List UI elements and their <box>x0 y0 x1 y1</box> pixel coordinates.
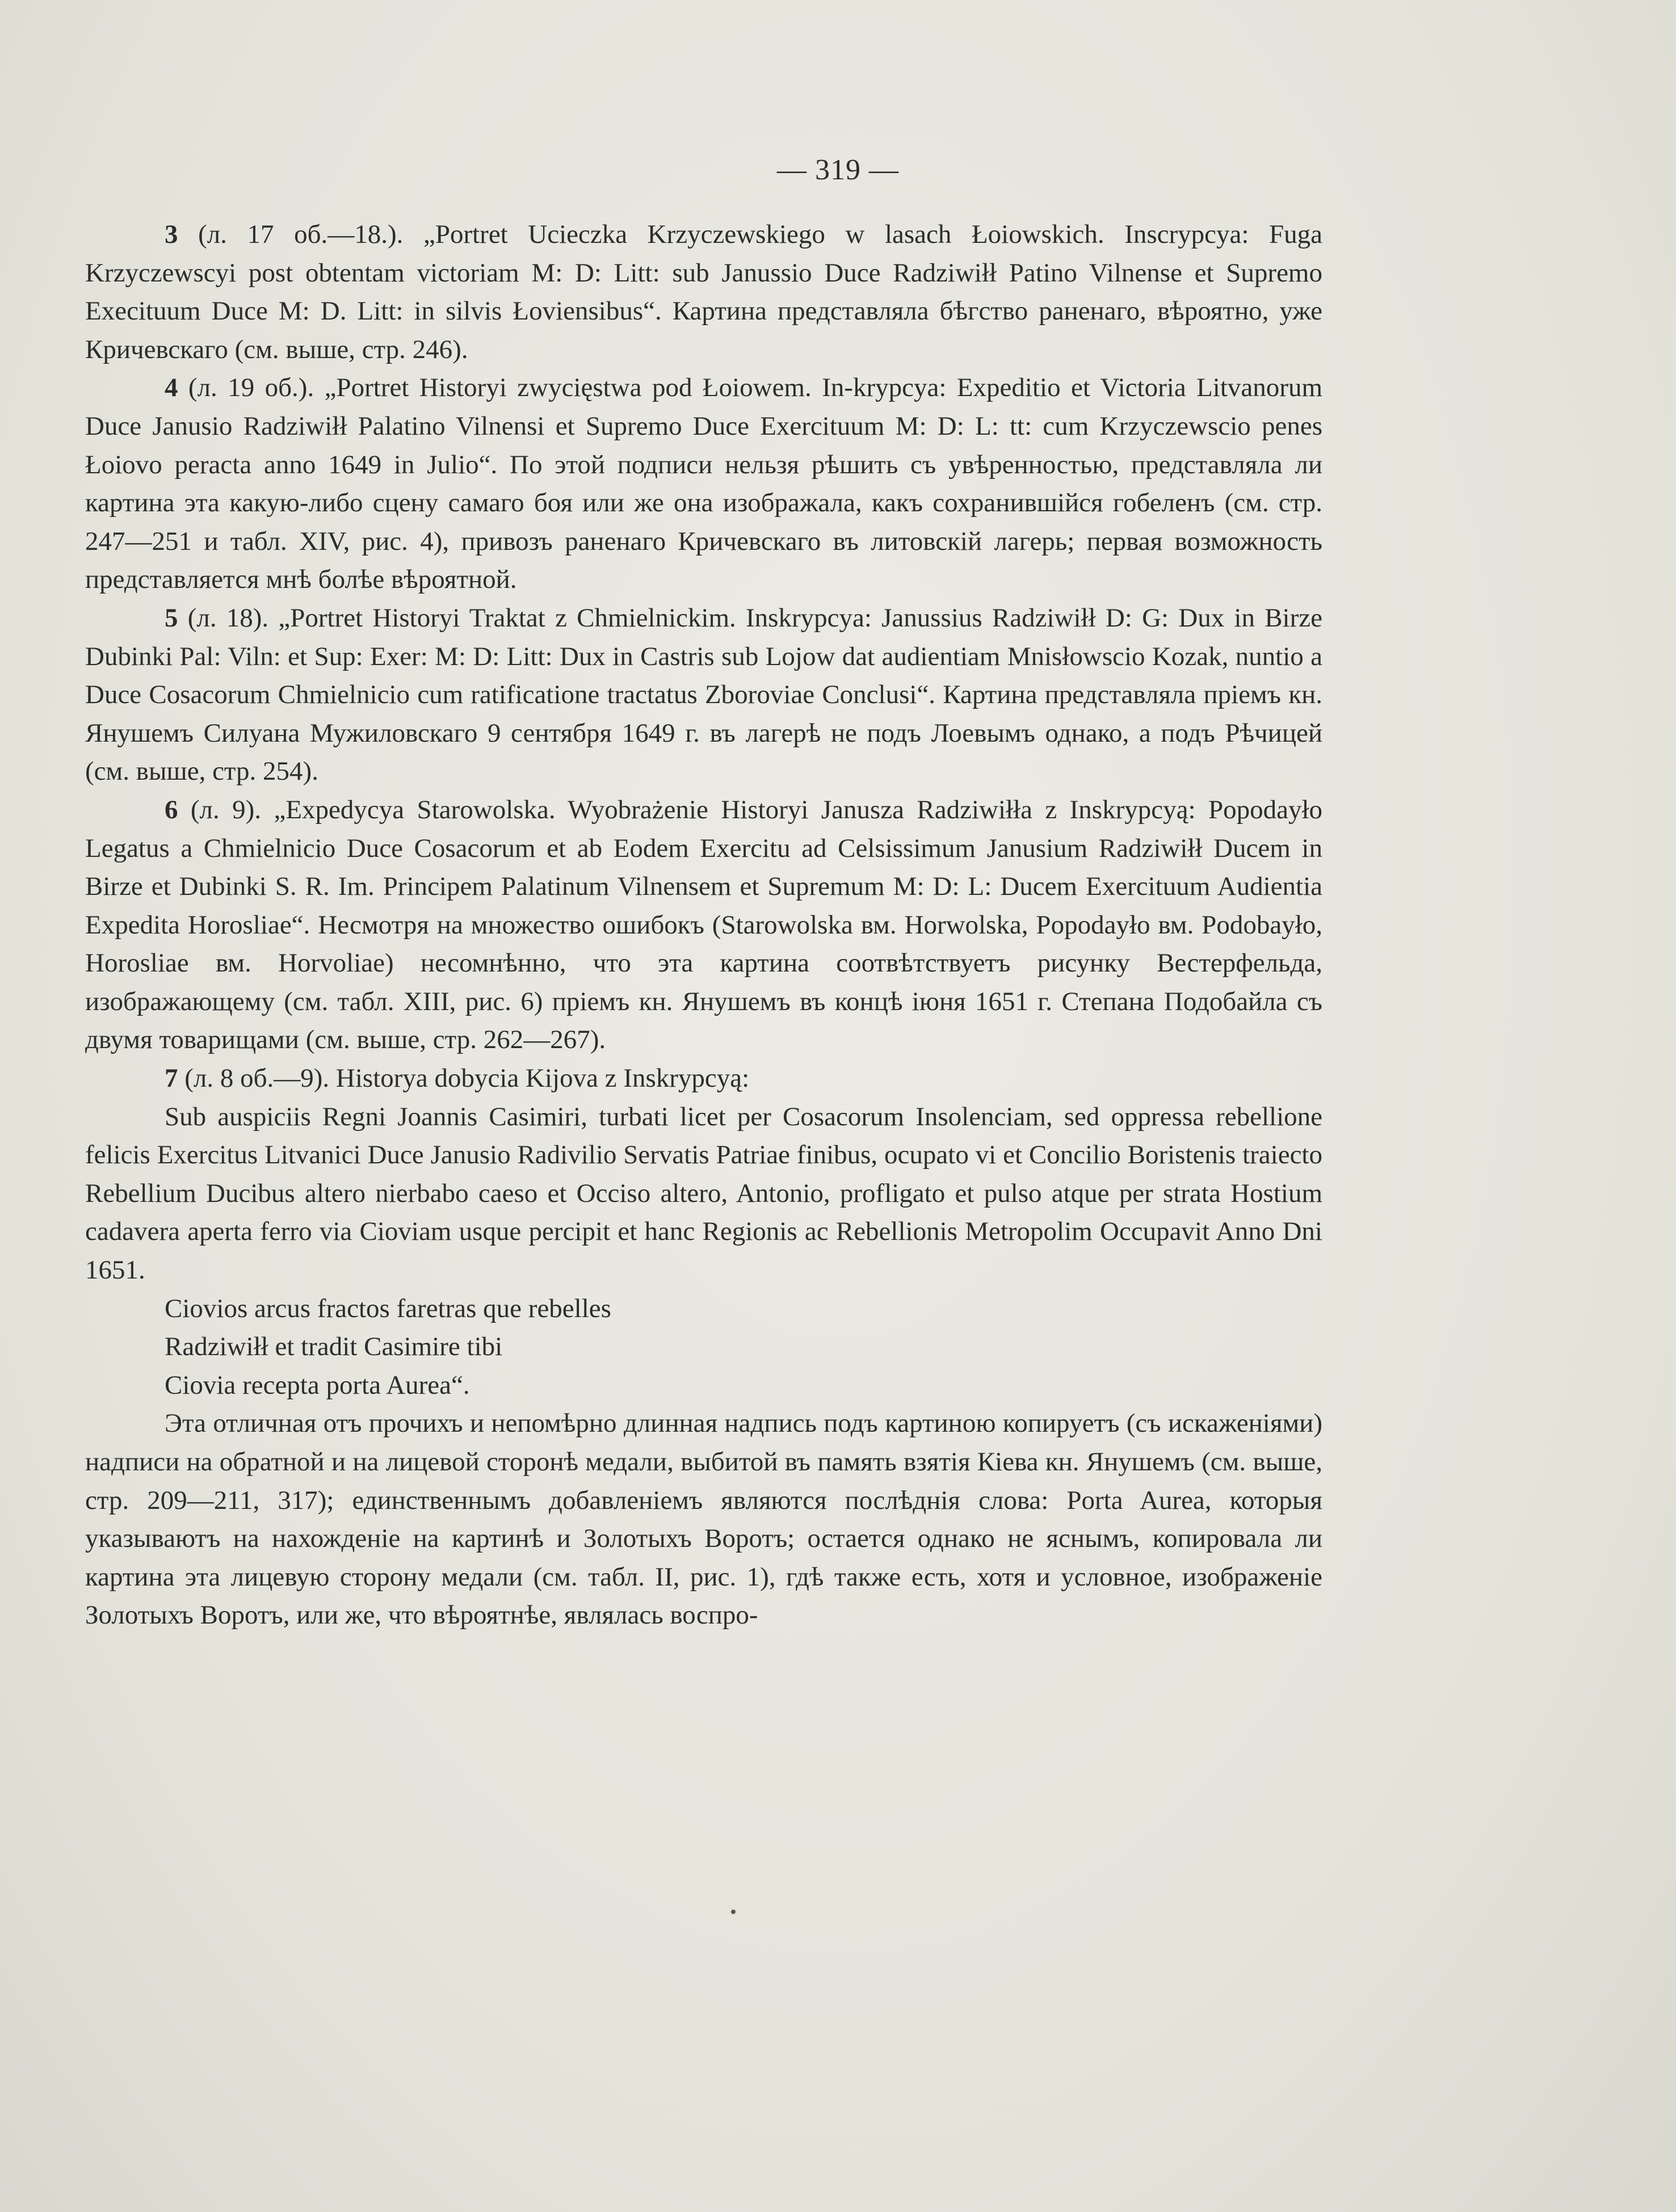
closing-paragraph: Эта отличная отъ прочихъ и непомѣрно длинная надпись подъ картиною копируетъ (съ искаженіями) надписи на обратной и на лицевой сторонѣ медали, выбитой въ память взятія Кіева кн. Янушемъ (см. выше, стр. 209—211, 317); единственнымъ добавленіемъ являются послѣднія слова: Porta Aurea, которыя указываютъ на нахожденіе на картинѣ и Золотыхъ Воротъ; остается однако не яснымъ, копировала ли картина эта лицевую сторону медали (см. табл. II, рис. 1), гдѣ также есть, хотя и условное, изображеніе Золотыхъ Воротъ, или же, что вѣроятнѣе, являлась воспро- <box>85 1408 1322 1630</box>
entry-6 <box>85 791 1322 1059</box>
body-text <box>85 216 1322 1635</box>
entry-number: 5 <box>165 603 178 633</box>
entry-number: 6 <box>165 794 178 825</box>
entry-text: (л. 17 об.—18.). „Portret Ucieczka Krzyczewskiego w lasach Łoiowskich. Inscrypcya: Fuga Krzyczewscyi post obtentam victoriam M: D: Litt: sub Janussio Duce Radziwiłł Patino Vilnense et Supremo Execituum Duce M: D. Litt: in silvis Łoviensibus“. Картина представляла бѣгство раненаго, вѣроятно, уже Кричевскаго (см. выше, стр. 246). <box>85 220 1322 364</box>
entry-7 <box>85 1059 1322 1098</box>
page-mark <box>731 1910 736 1914</box>
entry-text: (л. 19 об.). „Portret Historyi zwycięstwa pod Łoiowem. In-krypcya: Expeditio et Victoria Litvanorum Duce Janusio Radziwiłł Palatino Vilnensi et Supremo Duce Exercituum M: D: L: tt: cum Krzyczewscio penes Łoiovo peracta anno 1649 in Julio“. По этой подписи нельзя рѣшить съ увѣренностью, представляла ли картина эта какую-либо сцену самаго боя или же она изображала, какъ сохранившійся гобеленъ (см. стр. 247—251 и табл. XIV, рис. 4), привозъ раненаго Кричевскаго въ литовскій лагерь; первая возможность представляется мнѣ болѣе вѣроятной. <box>85 373 1322 595</box>
entry-3 <box>85 216 1322 369</box>
entry-text: (л. 9). „Expedycya Starowolska. Wyobrażenie Historyi Janusza Radziwiłła z Inskrypcyą: Popodayło Legatus a Chmielnicio Duce Cosacorum et ab Eodem Exercitu ad Celsissimum Janusium Radziwiłł Ducem in Birze et Dubinki S. R. Im. Principem Palatinum Vilnensem et Supremum M: D: L: Ducem Exercituum Audientia Expedita Horosliae“. Несмотря на множество ошибокъ (Starowolska вм. Horwolska, Popodayło вм. Podobayło, Horosliae вм. Horvoliae) несомнѣнно, что эта картина соотвѣтствуетъ рисунку Вестерфельда, изображающему (см. табл. XIII, рис. 6) пріемъ кн. Янушемъ въ концѣ іюня 1651 г. Степана Подобайла съ двумя товарищами (см. выше, стр. 262—267). <box>85 794 1322 1055</box>
verse-line: Ciovia recepta porta Aurea“. <box>165 1370 470 1400</box>
entry-5 <box>85 599 1322 791</box>
latin-inscription: Sub auspiciis Regni Joannis Casimiri, turbati licet per Cosacorum Insolenciam, sed oppressa rebellione felicis Exercitus Litvanici Duce Janusio Radivilio Servatis Patriae finibus, ocupato vi et Concilio Boristenis traiecto Rebellium Ducibus altero nierbabo caeso et Occiso altero, Antonio, profligato et pulso atque per strata Hostium cadavera aperta ferro via Cioviam usque percipit et hanc Regionis ac Rebellionis Metropolim Occupavit Anno Dni 1651. <box>85 1101 1322 1285</box>
entry-text: (л. 8 об.—9). Historya dobycia Kijova z Inskrypcyą: <box>178 1063 750 1094</box>
page-number: — 319 — <box>777 154 899 186</box>
entry-4 <box>85 369 1322 599</box>
entry-number: 4 <box>165 373 178 403</box>
entry-number: 7 <box>165 1063 178 1094</box>
entry-number: 3 <box>165 220 178 249</box>
entry-text: (л. 18). „Portret Historyi Traktat z Chmielnickim. Inskrypcya: Janussius Radziwiłł D: G: Dux in Birze Dubinki Pal: Viln: et Sup: Exer: M: D: Litt: Dux in Castris sub Lojow dat audientiam Mnisłowscio Kozak, nuntio a Duce Cosacorum Chmielnicio cum ratificatione tractatus Zboroviae Conclusi“. Картина представляла пріемъ кн. Янушемъ Силуана Мужиловскаго 9 сентября 1649 г. въ лагерѣ не подъ Лоевымъ однако, а подъ Рѣчицей (см. выше, стр. 254). <box>85 603 1322 787</box>
verse-line: Radziwiłł et tradit Casimire tibi <box>165 1332 503 1362</box>
verse-line: Ciovios arcus fractos faretras que rebelles <box>165 1293 611 1323</box>
